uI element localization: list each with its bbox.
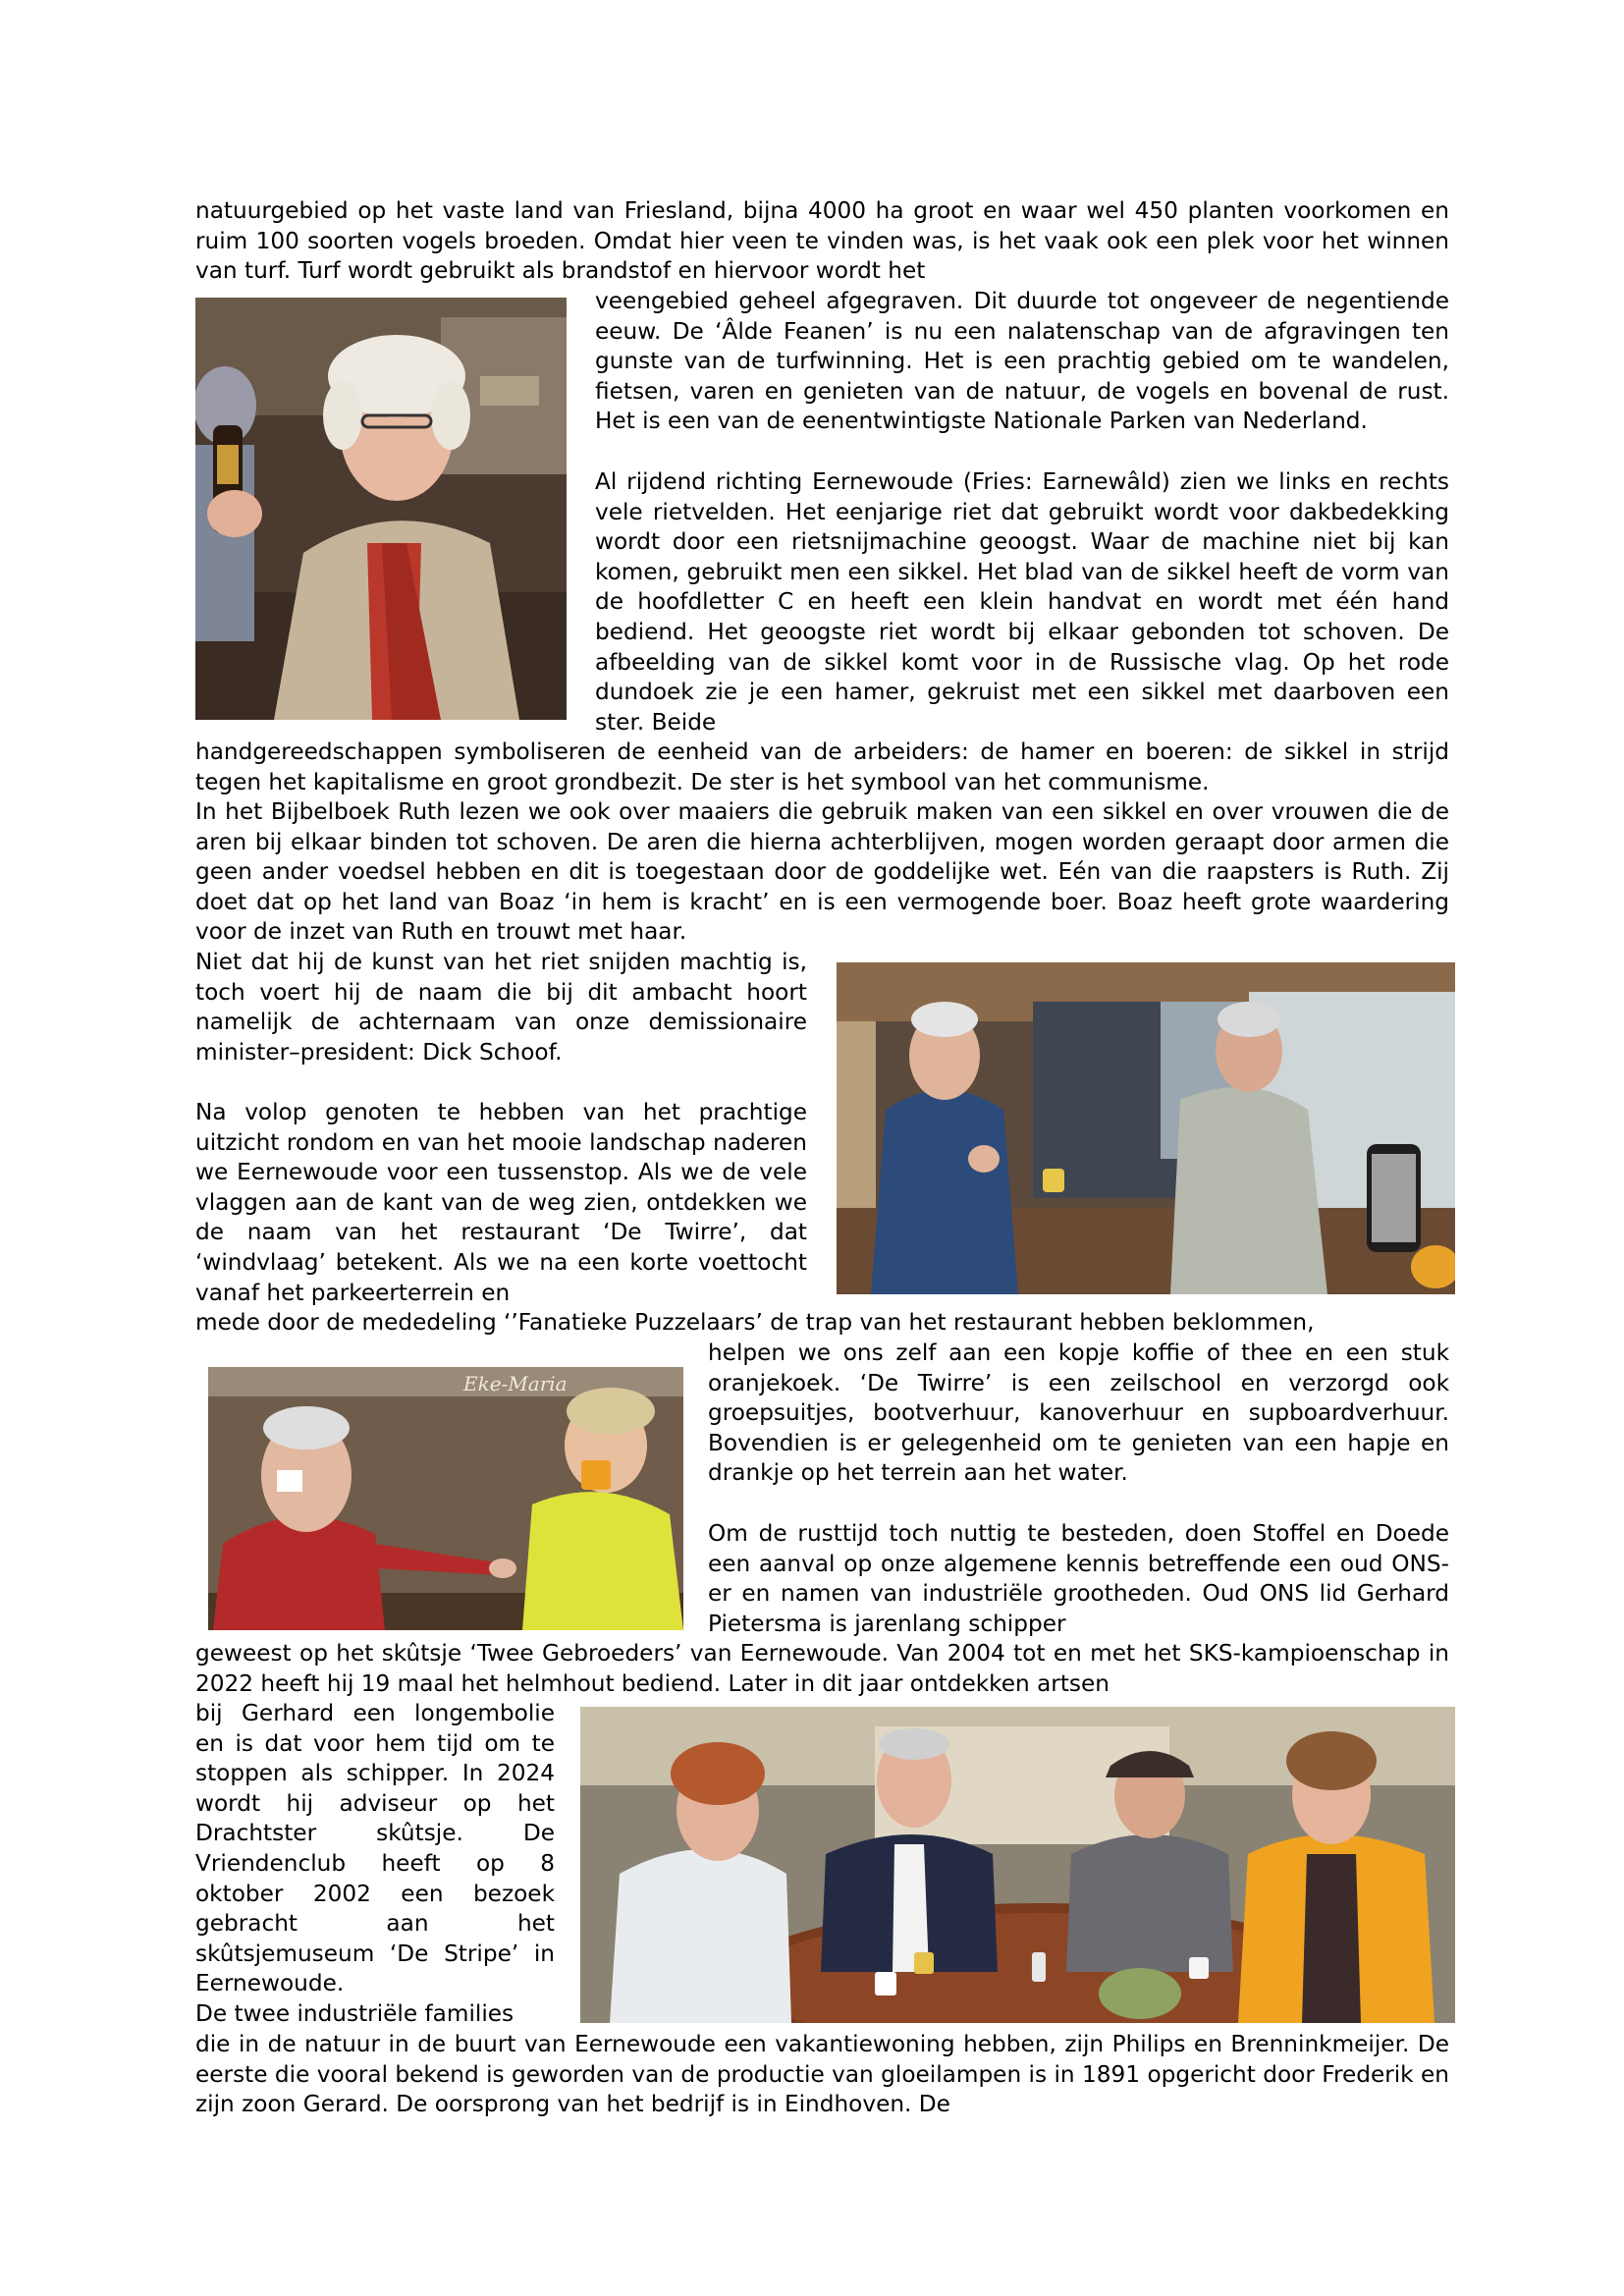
paragraph-puzzelaars: mede door de mededeling ‘’Fanatieke Puzzelaars’ de trap van het restaurant hebben beklommen,: [195, 1309, 1315, 1336]
photo-man-with-bottle: [195, 298, 567, 720]
paragraph-philips: die in de natuur in de buurt van Eernewoude een vakantiewoning hebben, zijn Philips en Brenninkmeijer. De eerste die vooral bekend is geworden van de productie van gloeilampen is in 1891 opgericht door Frederik en zijn zoon Gerard. De oorsprong van het bedrijf is in Eindhoven. De: [195, 2031, 1449, 2118]
paragraph-skutsje: geweest op het skûtsje ‘Twee Gebroeders’ van Eernewoude. Van 2004 tot en met het SKS-kampioenschap in 2022 heeft hij 19 maal het helmhout bediend. Later in dit jaar ontdekken artsen: [195, 1640, 1449, 1697]
paragraph-families-start: De twee industriële families: [195, 2000, 514, 2027]
paragraph-symbols: handgereedschappen symboliseren de eenheid van de arbeiders: de hamer en boeren: de sikkel in strijd tegen het kapitalisme en groot grondbezit. De ster is het symbool van het communisme.: [195, 738, 1449, 795]
paragraph-ruth: In het Bijbelboek Ruth lezen we ook over maaiers die gebruik maken van een sikkel en over vrouwen die de aren bij elkaar binden tot schoven. De aren die hierna achterblijven, mogen worden geraapt door armen die geen ander voedsel hebben en dit is toegestaan door de goddelijke wet. Eén van die raapsters is Ruth. Zij doet dat op het land van Boaz ‘in hem is kracht’ en is een vermogende boer. Boaz heeft grote waardering voor de inzet van Ruth en trouwt met haar.: [195, 798, 1449, 946]
photo-men-coffee: [837, 962, 1455, 1294]
paragraph-de-twirre: Na volop genoten te hebben van het prachtige uitzicht rondom en van het mooie landschap naderen we Eernewoude voor een tussenstop. Als we de vele vlaggen aan de kant van de weg zien, ontdekken we de naam van het restaurant ‘De Twirre’, dat ‘windvlaag’ betekent. Als we na een korte voettocht vanaf het parkeerterrein en: [195, 1099, 807, 1306]
paragraph-coffee: helpen we ons zelf aan een kopje koffie of thee en een stuk oranjekoek. ‘De Twirre’ is een zeilschool en verzorgd ook groepsuitjes, bootverhuur, kanoverhuur en supboardverhuur. Bovendien is er gelegenheid om te genieten van een hapje en drankje op het terrein aan het water.: [708, 1339, 1449, 1487]
photo-sign-text: Eke-Maria: [463, 1372, 568, 1395]
paragraph-gerhard: bij Gerhard een longembolie en is dat voor hem tijd om te stoppen als schipper. In 2024 wordt hij adviseur op het Drachtster skûtsje. De Vriendenclub heeft op 8 oktober 2002 een bezoek gebracht aan het skûtsjemuseum ‘De Stripe’ in Eernewoude.: [195, 1700, 555, 1997]
paragraph-reed-fields: Al rijdend richting Eernewoude (Fries: Earnewâld) zien we links en rechts vele rietvelden. Het eenjarige riet dat gebruikt wordt voor dakbedekking wordt door een rietsnijmachine geoogst. Waar de machine niet bij kan komen, gebruikt men een sikkel. Het blad van de sikkel heeft de vorm van de hoofdletter C en heeft een klein handvat en wordt met één hand bediend. Het geoogste riet wordt bij elkaar gebonden tot schoven. De afbeelding van de sikkel komt voor in de Russische vlag. Op het rode dundoek zie je een hamer, gekruist met een sikkel met daarboven een ster. Beide: [595, 468, 1449, 736]
photo-group-table: [580, 1707, 1455, 2023]
paragraph-nature-area: natuurgebied op het vaste land van Friesland, bijna 4000 ha groot en waar wel 450 planten voorkomen en ruim 100 soorten vogels broeden. Omdat hier veen te vinden was, is het vaak ook een plek voor het winnen van turf. Turf wordt gebruikt als brandstof en hiervoor wordt het: [195, 197, 1449, 285]
paragraph-schoof: Niet dat hij de kunst van het riet snijden machtig is, toch voert hij de naam die bij dit ambacht hoort namelijk de achternaam van onze demissionaire minister–president: Dick Schoof.: [195, 949, 807, 1066]
photo-man-pointing: [208, 1367, 683, 1630]
paragraph-quiz: Om de rusttijd toch nuttig te besteden, doen Stoffel en Doede een aanval op onze algemene kennis betreffende een oud ONS-er en namen van industriële grootheden. Oud ONS lid Gerhard Pietersma is jarenlang schipper: [708, 1520, 1449, 1637]
paragraph-peat-area: veengebied geheel afgegraven. Dit duurde tot ongeveer de negentiende eeuw. De ‘Âlde Feanen’ is nu een nalatenschap van de afgravingen ten gunste van de turfwinning. Het is een prachtig gebied om te wandelen, fietsen, varen en genieten van de natuur, de vogels en bovenal de rust. Het is een van de eenentwintigste Nationale Parken van Nederland.: [595, 288, 1449, 435]
